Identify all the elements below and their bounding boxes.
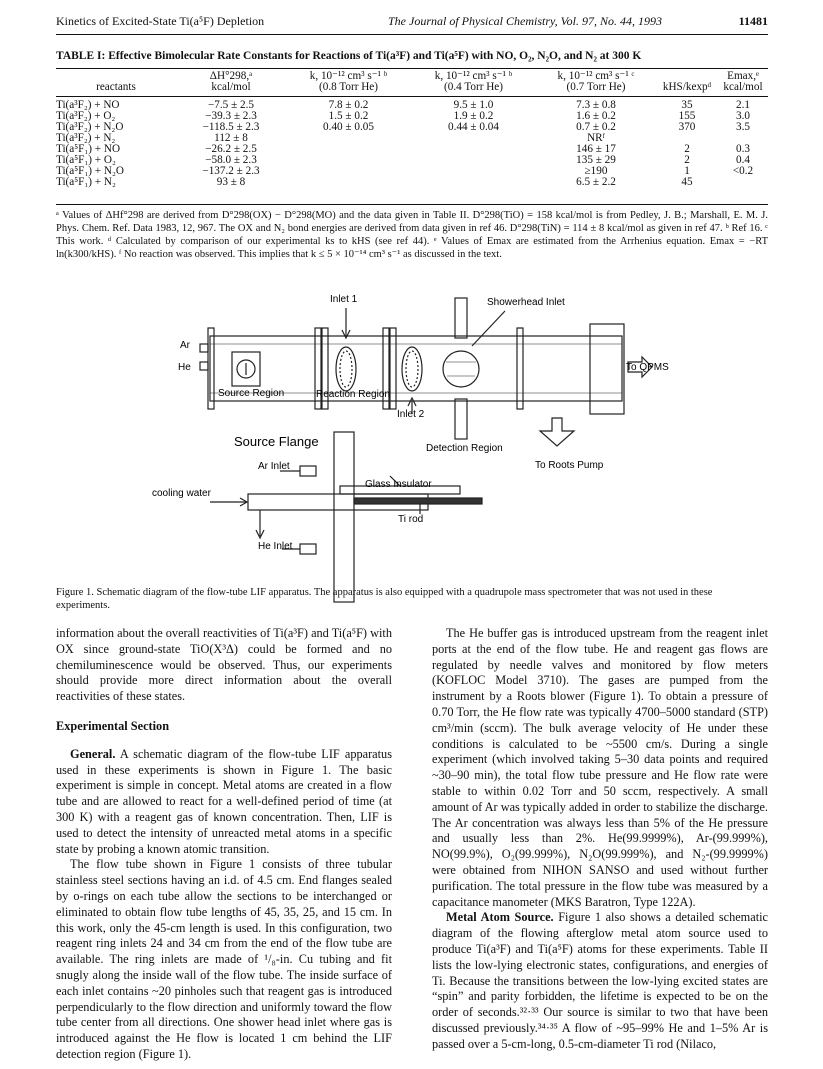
table-cell <box>411 155 536 166</box>
paragraph <box>432 910 768 1052</box>
table-cell: 146 ± 17 <box>576 143 616 155</box>
table-cell <box>286 166 411 177</box>
section-heading: Experimental Section <box>56 718 170 733</box>
header-cell: Emax,ᵉ <box>727 70 759 82</box>
table-cell: 35 <box>681 99 693 111</box>
he-inlet-port <box>300 544 316 554</box>
end-flange <box>208 328 214 409</box>
table-cell: Ti(a³F₂) + N₂ <box>56 132 116 144</box>
table-footnotes: ᵃ Values of ΔHf°298 are derived from D°298(OX) − D°298(MO) and the data given in Table II. D°298(TiO) = 158 kcal/mol is from Pedley, J. B.; Marshall, E. M. J. Phys. Chem. Ref. Data 1983, 12, 967. The OX and N₂ bond energies are derived from data given in ref 46. D°298(TiN) = 114 ± 8 kcal/mol as given in ref 47. ᵇ Ref 16. ᶜ This work. ᵈ Calculated by comparison of our experimental ks to kHS (see ref 44). ᵉ Values of Emax are estimated from the Arrhenius equation. Emax = −RT ln(k300/kHS). ᶠ No reaction was observed. This implies that k ≤ 5 × 10⁻¹⁴ cm³ s⁻¹ as discussed in the text. <box>56 210 768 260</box>
table-cell: Ti(a⁵F₁) + N₂ <box>56 176 116 188</box>
ar-inlet-port <box>300 466 316 476</box>
showerhead-label: Showerhead Inlet <box>487 297 565 308</box>
glass-insulator-label: Glass Insulator <box>365 479 432 490</box>
table-row <box>56 133 768 144</box>
run-in-heading: Metal Atom Source. <box>446 910 554 925</box>
header-cell: k, 10⁻¹² cm³ s⁻¹ ᵇ <box>434 70 513 82</box>
table-cell: 155 <box>678 110 696 122</box>
run-in-heading: General. <box>70 746 116 761</box>
source-flange-label: Source Flange <box>234 434 319 449</box>
running-head-journal: The Journal of Physical Chemistry, Vol. 97, No. 44, 1993 <box>388 14 662 28</box>
table-header-row <box>56 82 768 97</box>
table-cell: 0.44 ± 0.04 <box>448 121 499 133</box>
ring-inlet-1-holes <box>340 351 352 387</box>
table-cell: −39.3 ± 2.3 <box>205 110 257 122</box>
table-cell <box>411 133 536 144</box>
table-cell <box>411 166 536 177</box>
detection-chamber <box>443 351 479 387</box>
table-cell: 9.5 ± 1.0 <box>453 99 494 111</box>
table-cell: Ti(a⁵F₁) + N₂O <box>56 165 124 177</box>
detection-window-top <box>455 298 467 338</box>
table-cell: 370 <box>678 121 696 133</box>
table-top-rule <box>56 68 768 69</box>
table-cell: 2.1 <box>736 99 750 111</box>
left-column <box>56 626 392 1063</box>
ring-inlet-2 <box>402 347 422 391</box>
table-header-row <box>56 71 768 82</box>
detection-region-label: Detection Region <box>426 443 503 454</box>
table-row <box>56 155 768 166</box>
table-cell <box>286 144 411 155</box>
he-port <box>200 362 208 370</box>
table-cell: 1.5 ± 0.2 <box>328 110 369 122</box>
table-row <box>56 122 768 133</box>
table-cell <box>286 133 411 144</box>
table-cell: −26.2 ± 2.5 <box>205 143 257 155</box>
table-cell: 135 ± 29 <box>576 154 616 166</box>
table-cell: 0.3 <box>736 143 750 155</box>
table-row <box>56 166 768 177</box>
table-cell <box>718 177 768 188</box>
header-cell: kcal/mol <box>211 81 251 93</box>
to-qpms-label: To QPMS <box>626 362 669 373</box>
ti-rod-label: Ti rod <box>398 514 424 525</box>
table-row <box>56 97 768 112</box>
table-cell: Ti(a⁵F₁) + O₂ <box>56 154 116 166</box>
table-cell: 7.8 ± 0.2 <box>328 99 369 111</box>
table-cell: 1.6 ± 0.2 <box>576 110 616 122</box>
header-cell: reactants <box>96 81 136 93</box>
table-cell: 0.40 ± 0.05 <box>323 121 374 133</box>
table-cell: 1.9 ± 0.2 <box>453 110 494 122</box>
ring-inlet-1 <box>336 347 356 391</box>
right-column <box>432 626 768 1053</box>
table-cell: 45 <box>681 176 693 188</box>
table-cell: ≥190 <box>584 165 608 177</box>
rate-constants-table <box>56 71 768 188</box>
table-row <box>56 177 768 188</box>
table-cell <box>286 177 411 188</box>
showerhead-leader <box>472 311 505 346</box>
table-cell: −118.5 ± 2.3 <box>202 121 260 133</box>
table-cell: NRᶠ <box>587 132 605 144</box>
table-cell: −7.5 ± 2.5 <box>207 99 254 111</box>
table-cell: 2 <box>684 154 690 166</box>
header-cell: ΔH°298,ᵃ <box>209 70 253 82</box>
table-cell: 7.3 ± 0.8 <box>576 99 616 111</box>
ar-label: Ar <box>180 340 190 351</box>
header-cell: kHS/kexpᵈ <box>662 81 712 93</box>
running-head <box>56 14 768 32</box>
he-label: He <box>178 362 191 373</box>
table-cell: 3.0 <box>736 110 750 122</box>
reaction-region-label: Reaction Region <box>316 389 390 400</box>
running-head-title: Kinetics of Excited-State Ti(a⁵F) Depletion <box>56 14 265 28</box>
table-cell: 0.7 ± 0.2 <box>576 121 616 133</box>
source-flange-plate <box>334 432 354 602</box>
header-cell: (0.4 Torr He) <box>444 81 503 93</box>
paragraph-text: A schematic diagram of the flow-tube LIF apparatus used in these experiments is shown in Figure 1. The basic experiment is simple in concept. Metal atoms are created in a flow tube and are allowed to react for a well-defined period of time (at 300 K) with a reagent gas of known concentration. Then, LIF is used to detect the intensity of unreacted metal atoms in a specific state by probing a known atomic transition. <box>56 746 392 856</box>
table-cell: Ti(a⁵F₁) + NO <box>56 143 121 155</box>
table-cell: 3.5 <box>736 121 750 133</box>
table-cell <box>286 155 411 166</box>
header-cell: (0.7 Torr He) <box>566 81 626 93</box>
paragraph <box>56 747 392 858</box>
table-cell: 93 ± 8 <box>216 176 246 188</box>
detection-window-bottom <box>455 399 467 439</box>
header-cell: kcal/mol <box>723 81 763 93</box>
ar-inlet-label: Ar Inlet <box>258 461 290 472</box>
apparatus-diagram <box>150 286 730 611</box>
table-bottom-rule <box>56 204 768 205</box>
table-cell: −137.2 ± 2.3 <box>202 165 260 177</box>
table-cell: 112 ± 8 <box>214 132 248 144</box>
ti-rod <box>354 498 482 504</box>
roots-pump-arrow-icon <box>540 418 574 446</box>
section-flange <box>517 328 523 409</box>
section-flange <box>390 328 396 409</box>
paragraph-text: Figure 1 also shows a detailed schematic diagram of the flowing afterglow metal atom source used to produce Ti(a³F) and Ti(a⁵F) atoms for these experiments. Table II lists the low-lying electronic states, configurations, and energies of Ti. Because the transitions between the low-lying excited states are “spin” and parity forbidden, the lifetime is expected to be on the order of seconds.³²·³³ Our source is similar to two that have been discussed previously.³⁴·³⁵ A flow of ~95–99% He and 1–5% Ar is passed over a 5-cm-long, 0.5-cm-diameter Ti rod (Nilaco, <box>432 910 768 1051</box>
cooling-water-label: cooling water <box>152 488 211 499</box>
table-cell: 0.4 <box>736 154 750 166</box>
table-cell: 6.5 ± 2.2 <box>576 176 616 188</box>
ar-port <box>200 344 208 352</box>
table-cell <box>411 144 536 155</box>
table-row <box>56 111 768 122</box>
he-inlet-label: He Inlet <box>258 541 293 552</box>
header-cell: k, 10⁻¹² cm³ s⁻¹ ᵇ <box>309 70 388 82</box>
table-row <box>56 144 768 155</box>
to-roots-pump-label: To Roots Pump <box>535 460 604 471</box>
paragraph: The He buffer gas is introduced upstream from the reagent inlet ports at the end of the flow tube. He and reagent gas flows are regulated by needle valves and monitored by flow meters (KOFLOC Model 3710). The gases are pumped from the instrument by a Roots blower (Figure 1). To obtain a pressure of 0.70 Torr, the He flow rate was typically 4700–5000 standard (STP) cm³/min (sccm). The bulk average velocity of He under these conditions is calculated to be ~5500 cm/s. During a single experiment (which involved taking 5–30 data points and required ~30–90 min), the total flow tube pressure and He flow rate were stable to within 0.02 Torr and 50 sccm, respectively. A small amount of Ar was typically added in order to stabilize the discharge. The Ar concentration was always less than 5% of the He pressure and usually less than 2%. He(99.9999%), Ar-(99.999%), NO(99.9%), O₂(99.999%), N₂O(99.999%), and N₂-(99.9999%) were obtained from NIHON SANSO and used without further purification. The total pressure in the flow tube was measured by a capacitance manometer (MKS Baratron, Type 122A). <box>432 626 768 909</box>
inlet-2-label: Inlet 2 <box>397 409 425 420</box>
page-number: 11481 <box>738 14 768 28</box>
header-cell: (0.8 Torr He) <box>319 81 378 93</box>
paragraph: The flow tube shown in Figure 1 consists of three tubular stainless steel sections having an i.d. of 4.5 cm. End flanges sealed by o-rings on each tube allow the sections to be interchanged or eliminated to obtain flow tube lengths of 45, 35, 25, and 15 cm. In this work, only the 45-cm length is used. In this configuration, two reagent ring inlets 24 and 34 cm from the end of the flow tube are available. The ring inlets are made of ¹/₈-in. Cu tubing and fit snugly along the inside wall of the flow tube. The inside surface of each inlet contains ~20 pinholes such that reagent gas is introduced perpendicularly to the flow direction and uniformly toward the flow tube center from all directions. One shower head inlet where gas is introduced against the He flow is located 1 cm behind the LIF detection region (Figure 1). <box>56 857 392 1061</box>
figure-caption: Figure 1. Schematic diagram of the flow-tube LIF apparatus. The apparatus is also equipped with a quadrupole mass spectrometer that was not used in these experiments. <box>56 587 713 611</box>
table-cell: 2 <box>684 143 690 155</box>
paragraph: information about the overall reactivities of Ti(a³F) and Ti(a⁵F) with OX since ground-state TiO(X³Δ) could be formed and no chemiluminescence would be observed. Thus, our experiments should provide more direct information about the overall reactivities of these states. <box>56 626 392 704</box>
figure-1-schematic <box>150 286 730 611</box>
ring-inlet-2-holes <box>406 351 418 387</box>
header-cell: k, 10⁻¹² cm³ s⁻¹ ᶜ <box>557 70 635 82</box>
header-rule <box>56 34 768 35</box>
table-cell: −58.0 ± 2.3 <box>205 154 257 166</box>
inlet-1-label: Inlet 1 <box>330 294 358 305</box>
table-cell <box>411 177 536 188</box>
table-cell: <0.2 <box>732 165 754 177</box>
table-cell: Ti(a³F₂) + NO <box>56 99 120 111</box>
table-cell: 1 <box>684 165 690 177</box>
table-caption: TABLE I: Effective Bimolecular Rate Constants for Reactions of Ti(a³F) and Ti(a⁵F) with NO, O₂, N₂O, and N₂ at 300 K <box>56 50 642 62</box>
source-region-label: Source Region <box>218 388 285 399</box>
table-cell: Ti(a³F₂) + O₂ <box>56 110 116 122</box>
table-cell: Ti(a³F₂) + N₂O <box>56 121 124 133</box>
